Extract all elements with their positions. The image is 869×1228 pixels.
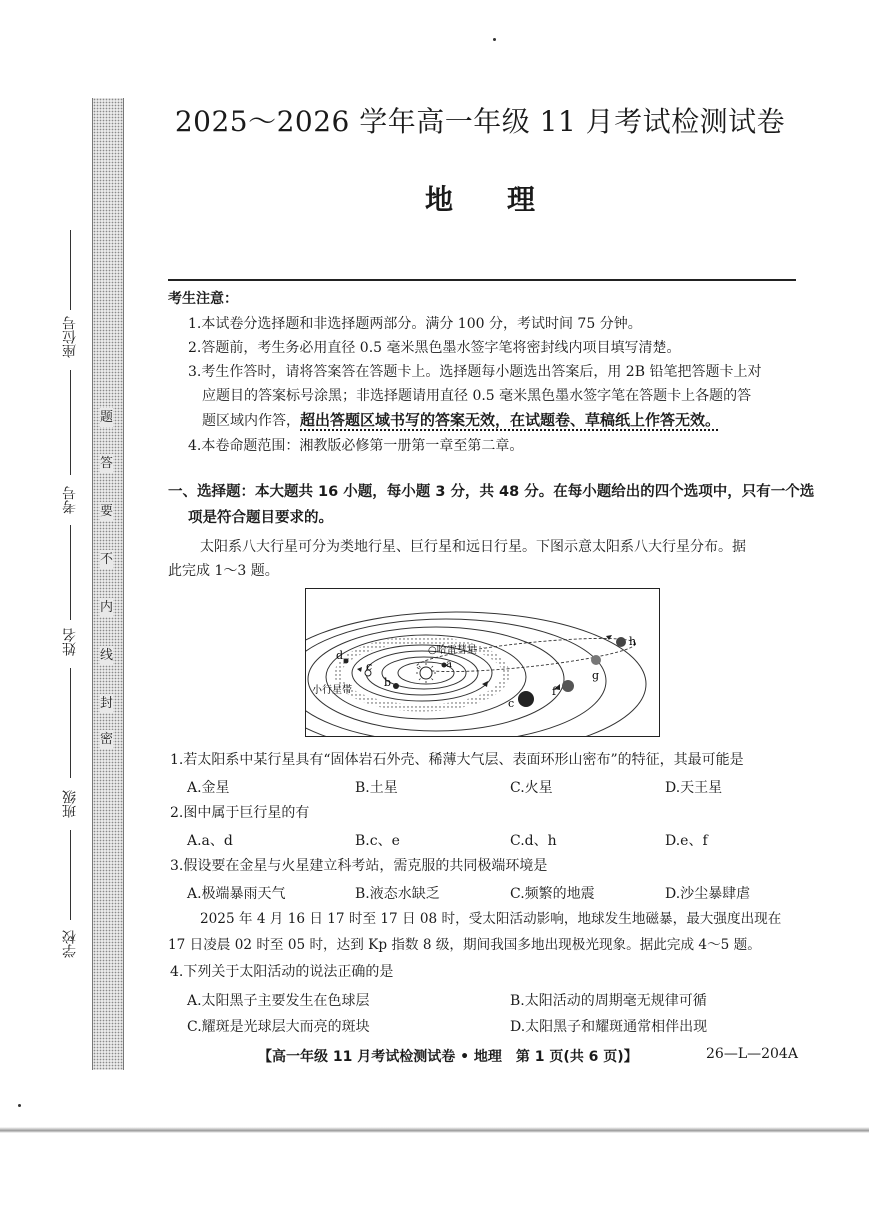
q3-option-a[interactable]: A.极端暴雨天气 <box>187 886 286 902</box>
seal-char: 封 <box>100 696 114 711</box>
comet-label: ○哈雷彗星 <box>428 645 477 656</box>
orbit-arrow <box>357 667 362 672</box>
label-a: a <box>446 659 452 670</box>
intro2-line2: 17 日凌晨 02 时至 05 时，达到 Kp 指数 8 级，期间我国多地出现极光现象。据此完成 4～5 题。 <box>168 937 761 953</box>
planet-d <box>344 659 349 664</box>
notice-item-4: 4.本卷命题范围：湘教版必修第一册第一章至第二章。 <box>188 438 524 454</box>
notice-heading: 考生注意： <box>168 291 238 307</box>
question-3-stem: 3.假设要在金星与火星建立科考站，需克服的共同极端环境是 <box>170 858 548 874</box>
question-2-stem: 2.图中属于巨行星的有 <box>170 805 310 821</box>
notice-emphasis: 超出答题区域书写的答案无效，在试题卷、草稿纸上作答无效。 <box>300 411 721 429</box>
notice-item-3-line3-plain: 题区域内作答， <box>202 413 300 429</box>
orbit-arrow <box>606 635 612 640</box>
q4-option-d[interactable]: D.太阳黑子和耀斑通常相伴出现 <box>510 1019 708 1035</box>
examno-fill-line[interactable] <box>70 370 71 475</box>
label-e: c <box>508 697 515 710</box>
field-name-label: 姓名 <box>62 628 78 656</box>
notice-item-3-line1: 3.考生作答时，请将答案答在答题卡上。选择题每小题选出答案后，用 2B 铅笔把答题卡上对 <box>188 364 762 380</box>
notice-item-1: 1.本试卷分选择题和非选择题两部分。满分 100 分，考试时间 75 分钟。 <box>188 316 642 332</box>
seal-char: 不 <box>100 552 114 567</box>
planet-h <box>616 637 626 647</box>
planet-g <box>591 655 601 665</box>
sun-icon <box>416 663 436 683</box>
label-h: h <box>629 635 637 648</box>
q4-option-b[interactable]: B.太阳活动的周期毫无规律可循 <box>510 993 707 1009</box>
q1-option-d[interactable]: D.天王星 <box>665 780 723 796</box>
q3-option-d[interactable]: D.沙尘暴肆虐 <box>665 886 751 902</box>
q2-option-c[interactable]: C.d、h <box>510 833 557 849</box>
page-footer: 【高一年级 11 月考试检测试卷 • 地理 第 1 页(共 6 页)】 <box>258 1049 638 1065</box>
q1-option-b[interactable]: B.土星 <box>355 780 398 796</box>
field-school-label: 学校 <box>62 930 78 958</box>
seal-char: 答 <box>100 456 114 471</box>
field-class-label: 班级 <box>62 790 78 818</box>
notice-item-3-line2: 应题目的答案标号涂黑；非选择题请用直径 0.5 毫米黑色墨水签字笔在答题卡上各题的答 <box>202 388 752 404</box>
planet-e <box>518 691 534 707</box>
class-fill-line[interactable] <box>70 668 71 778</box>
seal-char: 要 <box>100 504 114 519</box>
subject-title: 地理 <box>424 183 589 216</box>
label-f: f <box>552 685 557 698</box>
q4-option-a[interactable]: A.太阳黑子主要发生在色球层 <box>187 993 370 1009</box>
notice-item-2: 2.答题前，考生务必用直径 0.5 毫米黑色墨水签字笔将密封线内项目填写清楚。 <box>188 340 681 356</box>
section1-heading-line2: 项是符合题目要求的。 <box>188 510 333 526</box>
scan-speck <box>18 1104 21 1107</box>
q4-option-c[interactable]: C.耀斑是光球层大而亮的斑块 <box>187 1019 370 1035</box>
planet-f <box>562 680 574 692</box>
q3-option-c[interactable]: C.频繁的地震 <box>510 886 595 902</box>
notice-item-3-line3 <box>202 410 720 431</box>
header-rule <box>168 279 796 281</box>
intro1-line1: 太阳系八大行星可分为类地行星、巨行星和远日行星。下图示意太阳系八大行星分布。据 <box>200 539 746 555</box>
binding-strip <box>92 98 124 1070</box>
field-examno-label: 考号 <box>62 486 78 514</box>
solar-system-figure <box>305 588 660 737</box>
exam-title: 2025～2026 学年高一年级 11 月考试检测试卷 <box>174 105 786 138</box>
label-b: b <box>384 676 392 689</box>
label-d: d <box>336 649 344 662</box>
question-4-stem: 4.下列关于太阳活动的说法正确的是 <box>170 964 394 980</box>
q2-option-b[interactable]: B.c、e <box>355 833 400 849</box>
name-fill-line[interactable] <box>70 525 71 620</box>
q2-option-d[interactable]: D.e、f <box>665 833 708 849</box>
seal-char: 题 <box>100 410 114 425</box>
q3-option-b[interactable]: B.液态水缺乏 <box>355 886 440 902</box>
q1-option-c[interactable]: C.火星 <box>510 780 553 796</box>
question-1-stem: 1.若太阳系中某行星具有“固体岩石外壳、稀薄大气层、表面环形山密布”的特征，其最可能是 <box>170 752 744 768</box>
label-g: g <box>592 669 600 682</box>
section1-heading-line1: 一、选择题：本大题共 16 小题，每小题 3 分，共 48 分。在每小题给出的四个选项中，只有一个选 <box>168 484 815 500</box>
planet-b <box>393 683 399 689</box>
intro1-line2: 此完成 1～3 题。 <box>168 563 279 579</box>
seat-fill-line[interactable] <box>70 230 71 310</box>
school-fill-line[interactable] <box>70 830 71 920</box>
scan-edge <box>0 1127 869 1133</box>
q2-option-a[interactable]: A.a、d <box>187 833 233 849</box>
field-seat-label: 座位号 <box>62 316 78 358</box>
seal-char: 线 <box>100 648 114 663</box>
q1-option-a[interactable]: A.金星 <box>187 780 230 796</box>
asteroid-belt-label: 小行星带 <box>312 685 352 696</box>
orbit-arrow <box>482 681 488 687</box>
paper-code: 26—L—204A <box>706 1046 798 1062</box>
seal-char: 内 <box>100 600 114 615</box>
label-c-inner: c <box>366 660 373 673</box>
seal-char: 密 <box>100 732 114 747</box>
scan-speck <box>493 38 496 41</box>
solar-system-diagram <box>306 589 659 736</box>
intro2-line1: 2025 年 4 月 16 日 17 时至 17 日 08 时，受太阳活动影响，地球发生地磁暴，最大强度出现在 <box>200 911 782 927</box>
